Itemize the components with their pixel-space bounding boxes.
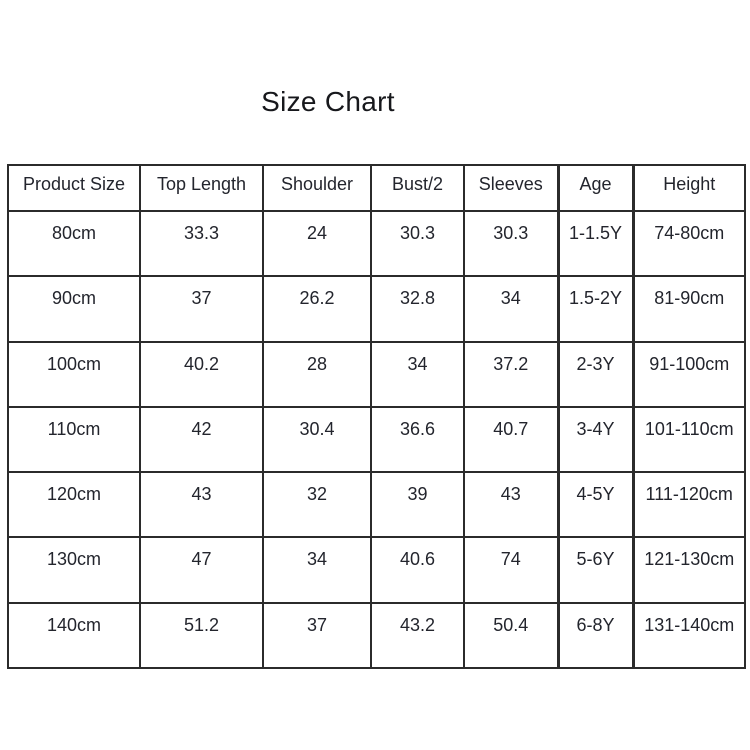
table-cell: 121-130cm [633, 537, 745, 602]
table-cell: 24 [263, 211, 371, 276]
table-row [8, 211, 745, 276]
table-cell: 91-100cm [633, 342, 745, 407]
table-cell: 74 [464, 537, 558, 602]
table-cell: 39 [371, 472, 464, 537]
table-row [8, 472, 745, 537]
table-cell: 32.8 [371, 276, 464, 341]
table-cell: 81-90cm [633, 276, 745, 341]
table-row [8, 537, 745, 602]
size-table-body [8, 211, 745, 668]
table-cell: 5-6Y [558, 537, 633, 602]
table-cell: 30.4 [263, 407, 371, 472]
size-table-head [8, 165, 745, 211]
table-cell: 47 [140, 537, 263, 602]
column-header: Height [633, 165, 745, 211]
table-cell: 26.2 [263, 276, 371, 341]
table-cell: 37 [263, 603, 371, 668]
table-cell: 43.2 [371, 603, 464, 668]
table-cell: 4-5Y [558, 472, 633, 537]
table-cell: 28 [263, 342, 371, 407]
table-cell: 34 [263, 537, 371, 602]
size-chart-table [7, 164, 746, 669]
table-row [8, 603, 745, 668]
table-cell: 6-8Y [558, 603, 633, 668]
table-cell: 80cm [8, 211, 140, 276]
table-cell: 43 [464, 472, 558, 537]
table-cell: 34 [464, 276, 558, 341]
column-header: Top Length [140, 165, 263, 211]
table-cell: 40.7 [464, 407, 558, 472]
table-cell: 36.6 [371, 407, 464, 472]
table-cell: 42 [140, 407, 263, 472]
table-row [8, 407, 745, 472]
table-cell: 120cm [8, 472, 140, 537]
table-cell: 32 [263, 472, 371, 537]
column-header: Sleeves [464, 165, 558, 211]
table-cell: 140cm [8, 603, 140, 668]
column-header: Shoulder [263, 165, 371, 211]
table-cell: 30.3 [464, 211, 558, 276]
table-row [8, 276, 745, 341]
table-cell: 110cm [8, 407, 140, 472]
table-cell: 2-3Y [558, 342, 633, 407]
table-cell: 40.6 [371, 537, 464, 602]
table-cell: 1.5-2Y [558, 276, 633, 341]
table-cell: 100cm [8, 342, 140, 407]
table-cell: 43 [140, 472, 263, 537]
table-cell: 131-140cm [633, 603, 745, 668]
column-header: Age [558, 165, 633, 211]
column-header: Bust/2 [371, 165, 464, 211]
table-cell: 51.2 [140, 603, 263, 668]
table-cell: 34 [371, 342, 464, 407]
table-cell: 101-110cm [633, 407, 745, 472]
table-cell: 130cm [8, 537, 140, 602]
table-cell: 37.2 [464, 342, 558, 407]
table-cell: 90cm [8, 276, 140, 341]
table-cell: 33.3 [140, 211, 263, 276]
column-header: Product Size [8, 165, 140, 211]
header-row [8, 165, 745, 211]
table-row [8, 342, 745, 407]
table-cell: 3-4Y [558, 407, 633, 472]
table-cell: 111-120cm [633, 472, 745, 537]
table-cell: 1-1.5Y [558, 211, 633, 276]
table-cell: 74-80cm [633, 211, 745, 276]
table-cell: 30.3 [371, 211, 464, 276]
table-cell: 50.4 [464, 603, 558, 668]
table-cell: 37 [140, 276, 263, 341]
page-title: Size Chart [261, 86, 395, 117]
table-cell: 40.2 [140, 342, 263, 407]
